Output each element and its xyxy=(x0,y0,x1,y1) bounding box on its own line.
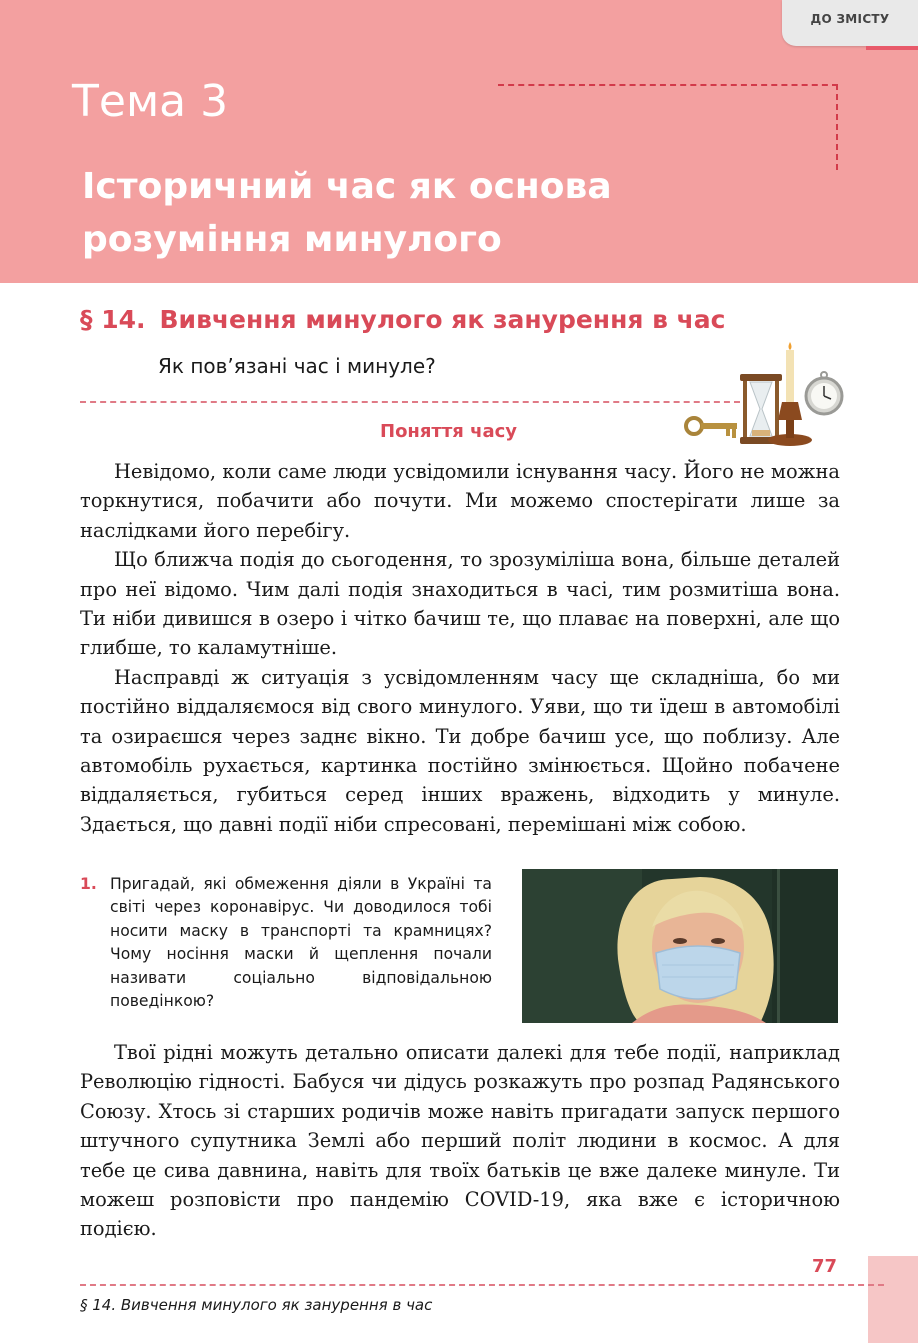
decorative-dashed-line xyxy=(498,84,838,86)
footer-divider xyxy=(80,1284,884,1286)
footer-side-tab xyxy=(868,1256,918,1343)
hourglass-icon xyxy=(740,374,782,444)
pocket-watch-icon xyxy=(806,372,842,414)
question-text: Пригадай, які обмеження діяли в Україні та світі через коронавірус. Чи доводилося тобі носити маску в транспорті та крамницях? Чому носіння маски й щеплення почали називати соціально відповідальною поведінкою? xyxy=(110,875,492,1011)
section-divider xyxy=(80,401,740,403)
topic-title-line-2: розуміння минулого xyxy=(82,219,502,260)
section-title: Вивчення минулого як занурення в час xyxy=(159,305,726,334)
running-footer: § 14. Вивчення минулого як занурення в час xyxy=(80,1296,433,1314)
paragraph: Насправді ж ситуація з усвідомленням часу ще складніша, бо ми постійно віддаляємося від свого минулого. Уяви, що ти їдеш в автомобілі та озираєшся через заднє вікно. Ти добре бачиш усе, що поблизу. Але автомобіль рухається, картинка постійно змінюється. Щойно побачене віддаляється, губиться серед інших вражень, відходить у минуле. Здається, що давні події ніби спресовані, перемішані між собою. xyxy=(80,665,840,836)
key-icon xyxy=(686,418,737,438)
table-of-contents-button[interactable] xyxy=(782,0,918,46)
topic-title xyxy=(82,160,822,266)
page-number: 77 xyxy=(812,1256,838,1277)
question-box xyxy=(80,873,492,1013)
question-number: 1. xyxy=(80,875,97,893)
section-number: § 14. xyxy=(80,305,146,334)
paragraph: Невідомо, коли саме люди усвідомили існування часу. Його не можна торкнутися, побачити або почути. Ми можемо спостерігати лише за наслідками його перебігу. xyxy=(80,460,840,542)
subheading: Поняття часу xyxy=(380,421,518,442)
topic-number: Тема 3 xyxy=(72,76,229,127)
photo-woman-in-mask xyxy=(522,869,838,1023)
toc-button-label: ДО ЗМІСТУ xyxy=(810,12,890,26)
section-key-question: Як пов’язані час і минуле? xyxy=(158,354,436,378)
hourglass-clock-key-icon xyxy=(682,340,846,450)
body-text xyxy=(80,457,840,839)
paragraph: Твої рідні можуть детально описати далекі для тебе події, наприклад Революцію гідності. Бабуся чи дідусь розкажуть про розпад Радянського Союзу. Хтось зі старших родичів може навіть пригадати запуск першого штучного супутника Землі або перший політ людини в космос. А для тебе це сива давнина, навіть для твоїх батьків це вже далеке минуле. Ти можеш розповісти про пандемію COVID-19, яка вже є історичною подією. xyxy=(80,1041,840,1241)
paragraph: Що ближча подія до сьогодення, то зрозуміліша вона, більше деталей про неї відомо. Чим далі подія знаходиться в часі, тим розмитіша вона. Ти ніби дивишся в озеро і чітко бачиш те, що плаває на поверхні, але що глибше, то каламутніше. xyxy=(80,548,840,660)
section-heading xyxy=(80,305,725,334)
decorative-dashed-line-vertical xyxy=(836,84,838,170)
topic-title-line-1: Історичний час як основа xyxy=(82,166,612,207)
body-text-closing xyxy=(80,1038,840,1244)
